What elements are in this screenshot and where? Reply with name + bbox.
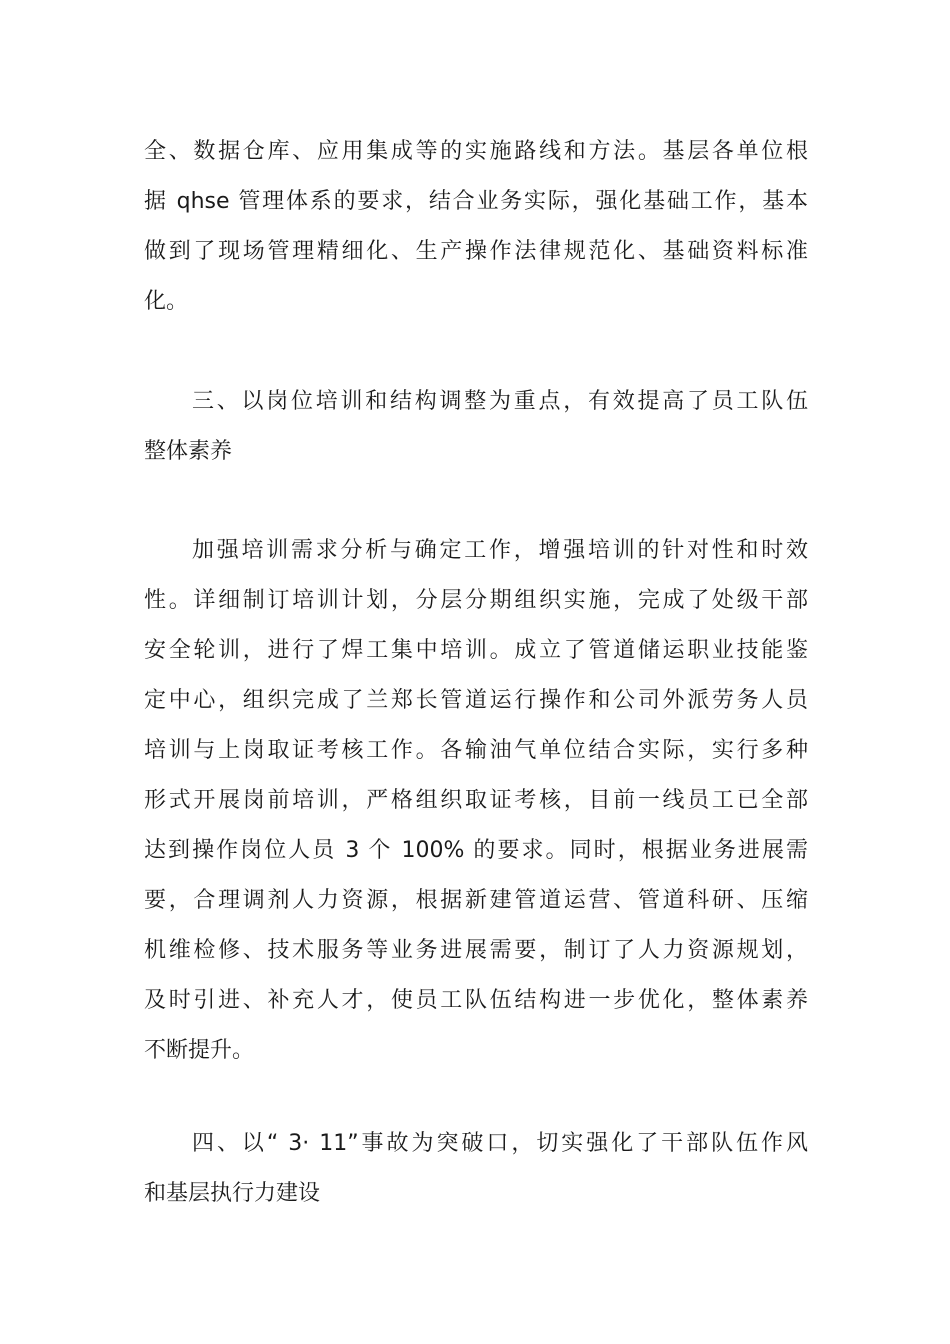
- text-line: 达到操作岗位人员 3 个 100% 的要求。同时，根据业务进展需: [144, 838, 808, 863]
- text-line: 机维检修、技术服务等业务进展需要，制订了人力资源规划，: [144, 938, 808, 963]
- text-line: 化。: [144, 289, 189, 314]
- text-line: 安全轮训，进行了焊工集中培训。成立了管道储运职业技能鉴: [144, 638, 808, 663]
- text-line: 性。详细制订培训计划，分层分期组织实施，完成了处级干部: [144, 588, 808, 613]
- section-heading-3: [144, 377, 808, 477]
- text-line: 加强培训需求分析与确定工作，增强培训的针对性和时效: [192, 538, 808, 563]
- text-line: 据 qhse 管理体系的要求，结合业务实际，强化基础工作，基本: [144, 189, 808, 214]
- text-line: 培训与上岗取证考核工作。各输油气单位结合实际，实行多种: [144, 738, 808, 763]
- paragraph-intro-continuation: [144, 127, 808, 327]
- section-heading-4: [144, 1119, 808, 1219]
- text-line: 不断提升。: [144, 1038, 255, 1063]
- text-line: 做到了现场管理精细化、生产操作法律规范化、基础资料标准: [144, 239, 808, 264]
- text-line: 定中心，组织完成了兰郑长管道运行操作和公司外派劳务人员: [144, 688, 808, 713]
- paragraph-training: [144, 526, 808, 1076]
- text-line: 及时引进、补充人才，使员工队伍结构进一步优化，整体素养: [144, 988, 808, 1013]
- text-line: 要，合理调剂人力资源，根据新建管道运营、管道科研、压缩: [144, 888, 808, 913]
- text-line: 形式开展岗前培训，严格组织取证考核，目前一线员工已全部: [144, 788, 808, 813]
- text-line: 整体素养: [144, 439, 233, 464]
- text-line: 和基层执行力建设: [144, 1181, 321, 1206]
- text-line: 四、以“ 3· 11”事故为突破口，切实强化了干部队伍作风: [192, 1131, 808, 1156]
- text-line: 三、以岗位培训和结构调整为重点，有效提高了员工队伍: [192, 389, 808, 414]
- text-line: 全、数据仓库、应用集成等的实施路线和方法。基层各单位根: [144, 139, 808, 164]
